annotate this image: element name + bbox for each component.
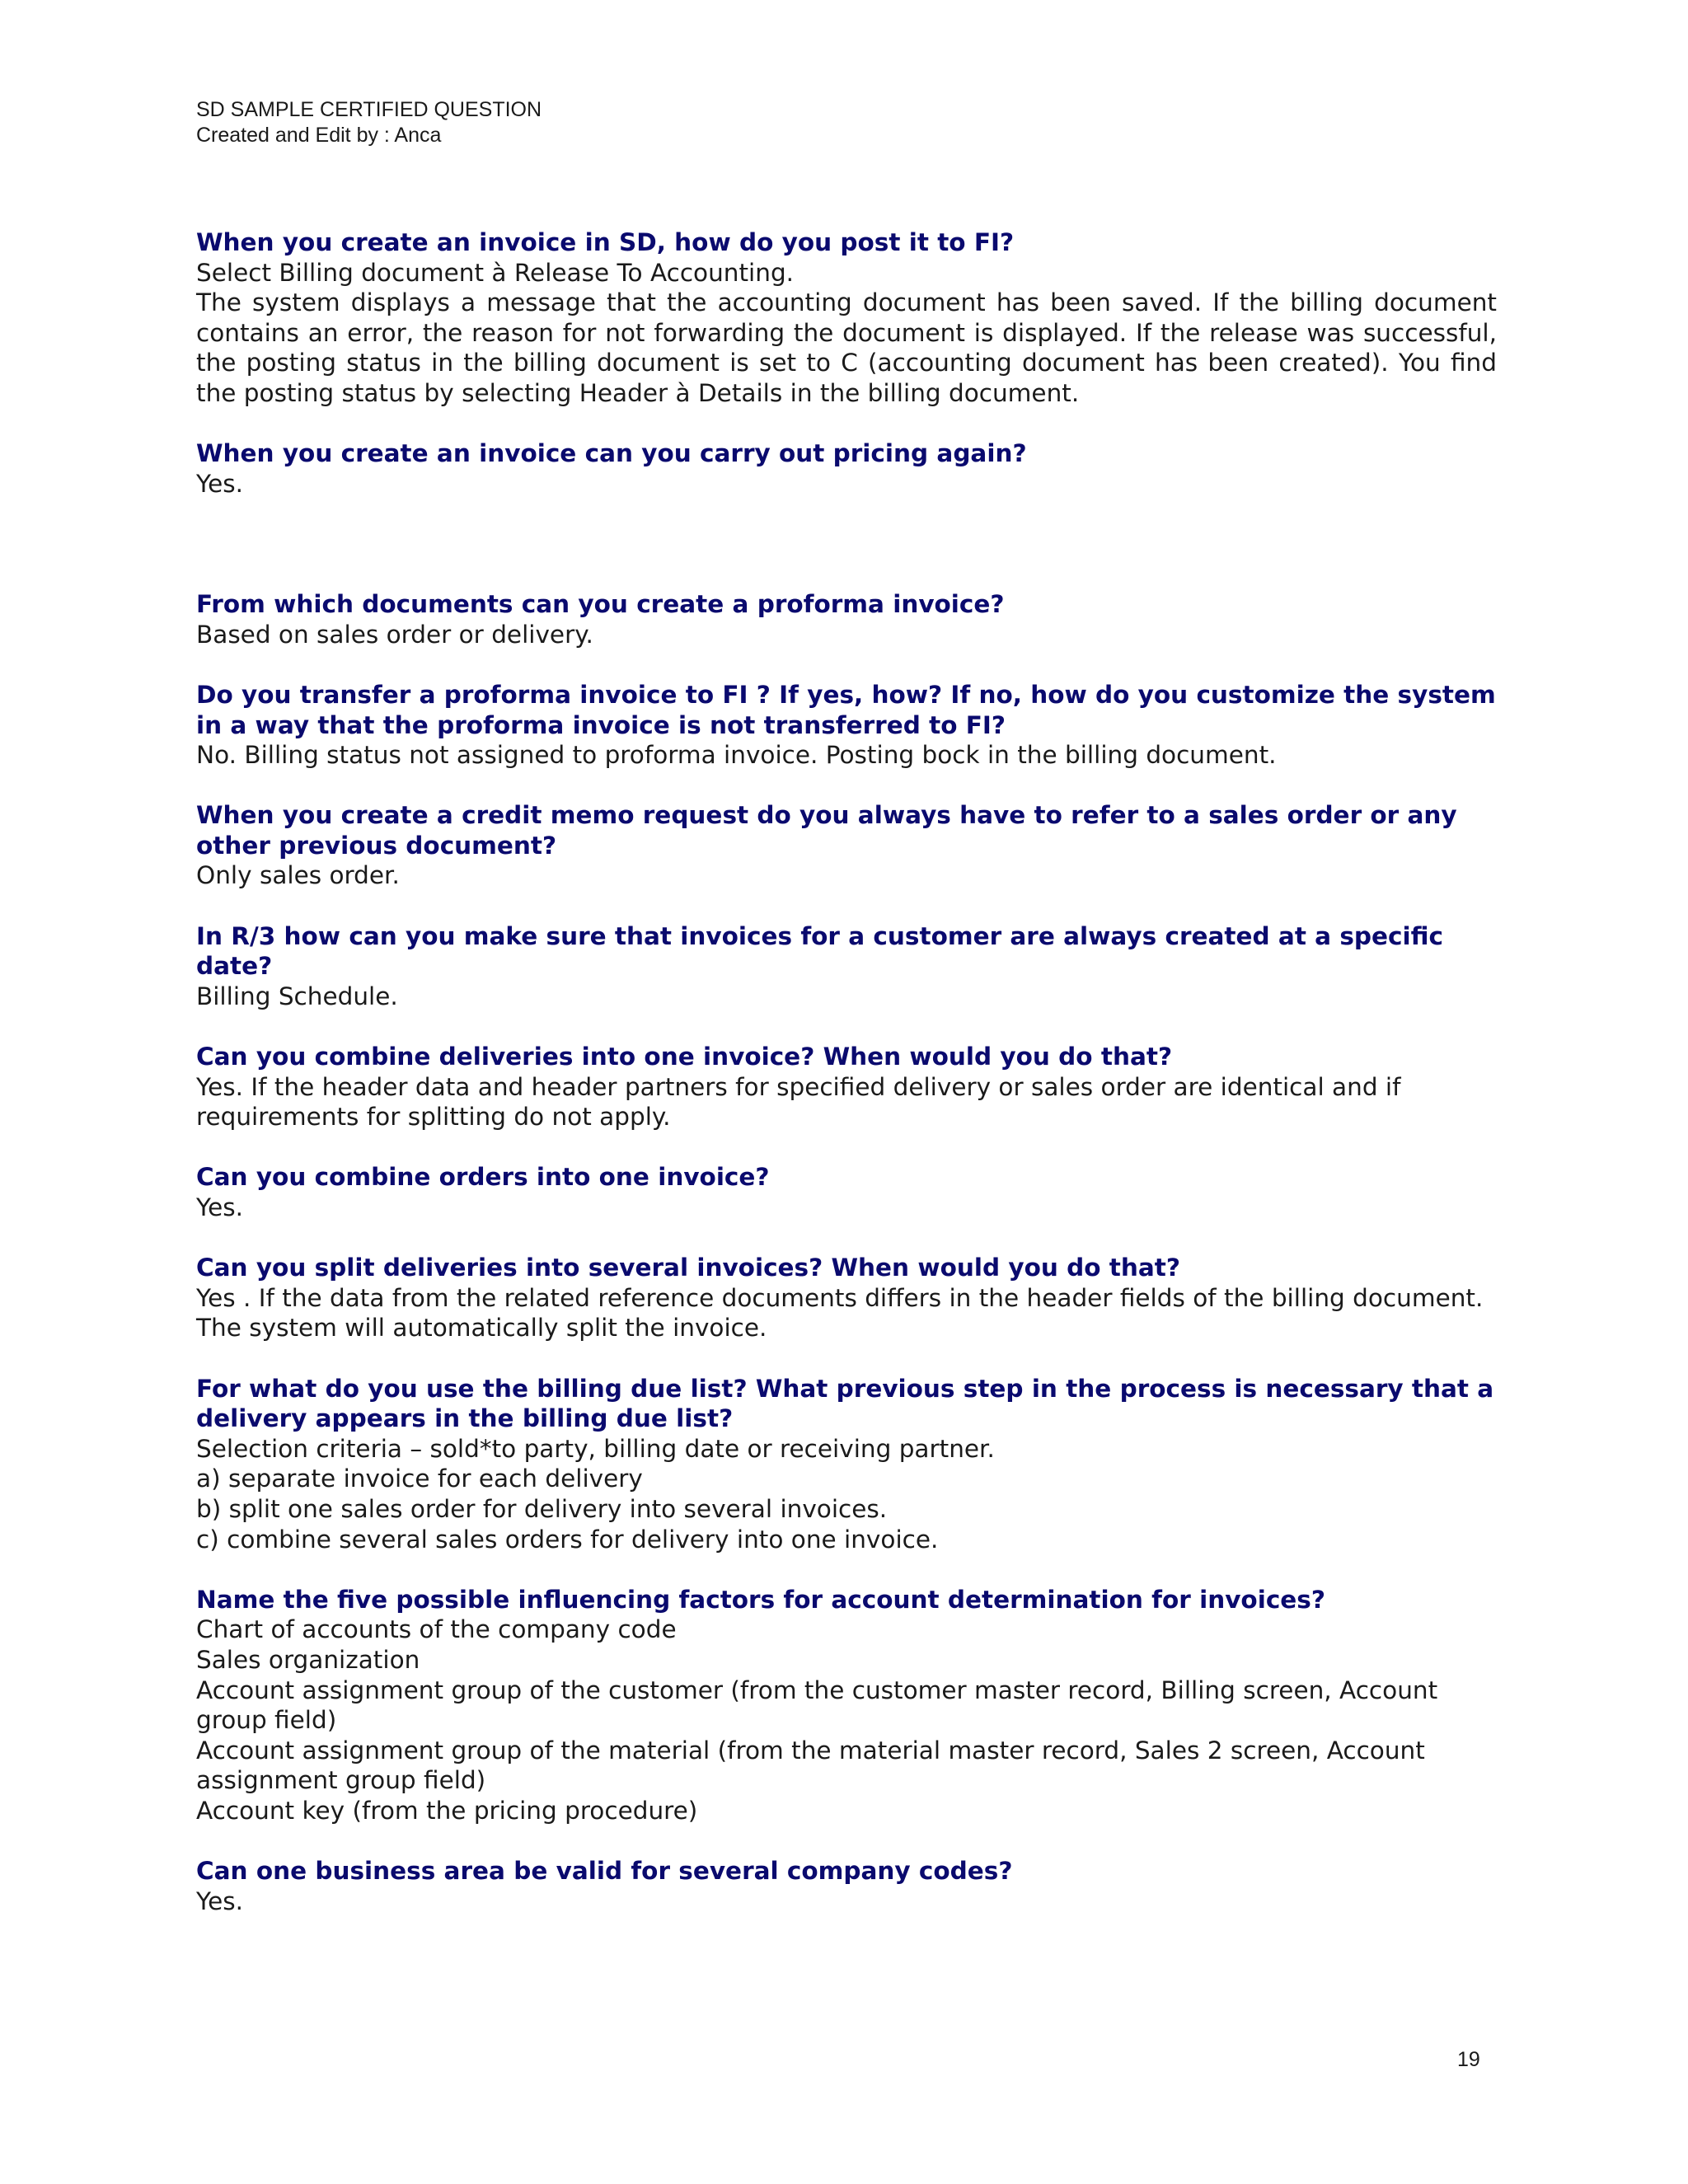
qa-item (196, 589, 1497, 649)
qa-item (196, 1374, 1497, 1555)
document-title: SD SAMPLE CERTIFIED QUESTION (196, 98, 542, 121)
qa-item (196, 800, 1497, 891)
document-author: Created and Edit by : Anca (196, 124, 442, 147)
question: When you create an invoice in SD, how do you post it to FI? (196, 228, 1015, 256)
qa-item (196, 1042, 1497, 1132)
answer-line: Selection criteria – sold*to party, billing date or receiving partner. (196, 1434, 995, 1463)
answer-line: The system displays a message that the accounting document has been saved. If the billing document contains an error, the reason for not forwarding the document is displayed. If the release was successful, the posting status in the billing document is set to C (accounting document has been created). You find the posting status by selecting Header à Details in the billing document. (196, 288, 1497, 407)
question: From which documents can you create a proforma invoice? (196, 590, 1005, 619)
answer-line: Yes . If the data from the related reference documents differs in the header fields of the billing document. The system will automatically split the invoice. (196, 1283, 1484, 1343)
question: Name the five possible influencing factors for account determination for invoices? (196, 1585, 1325, 1614)
answer-line: Based on sales order or delivery. (196, 620, 593, 649)
question: When you create an invoice can you carry out pricing again? (196, 439, 1027, 468)
page-header (196, 97, 542, 148)
answer-line: b) split one sales order for delivery into several invoices. (196, 1494, 888, 1523)
answer-line: Sales organization (196, 1645, 420, 1674)
question: Can one business area be valid for several company codes? (196, 1857, 1013, 1886)
question: Do you transfer a proforma invoice to FI ? If yes, how? If no, how do you customize the system in a way that the proforma invoice is not transferred to FI? (196, 680, 1496, 739)
answer-line: Yes. (196, 1886, 243, 1915)
answer-line: Yes. (196, 469, 243, 498)
qa-item (196, 921, 1497, 1012)
qa-item (196, 227, 1497, 409)
qa-item (196, 438, 1497, 499)
qa-item (196, 1856, 1497, 1916)
answer-line: Account assignment group of the customer (from the customer master record, Billing screen, Account group field) (196, 1675, 1438, 1735)
question: Can you combine orders into one invoice? (196, 1163, 770, 1192)
qa-content (196, 227, 1497, 1947)
answer-line: Account key (from the pricing procedure) (196, 1796, 698, 1825)
qa-item (196, 680, 1497, 771)
answer-line: No. Billing status not assigned to proforma invoice. Posting bock in the billing document. (196, 741, 1277, 770)
answer-line: Only sales order. (196, 861, 400, 890)
qa-item (196, 1585, 1497, 1826)
qa-item (196, 1253, 1497, 1343)
answer-line: Account assignment group of the material (from the material master record, Sales 2 screen, Account assignment group field) (196, 1736, 1425, 1795)
question: In R/3 how can you make sure that invoices for a customer are always created at a specific date? (196, 921, 1443, 981)
question: Can you combine deliveries into one invoice? When would you do that? (196, 1043, 1173, 1071)
answer-line: Billing Schedule. (196, 982, 398, 1010)
question: Can you split deliveries into several invoices? When would you do that? (196, 1254, 1180, 1282)
qa-item (196, 1162, 1497, 1222)
question: When you create a credit memo request do you always have to refer to a sales order or any other previous document? (196, 801, 1457, 860)
answer-line: Yes. (196, 1193, 243, 1222)
answer-line: c) combine several sales orders for delivery into one invoice. (196, 1525, 939, 1554)
answer-line: a) separate invoice for each delivery (196, 1465, 643, 1493)
answer-line: Select Billing document à Release To Accounting. (196, 258, 795, 287)
answer-line: Chart of accounts of the company code (196, 1615, 677, 1644)
answer-line: Yes. If the header data and header partners for specified delivery or sales order are identical and if requirements for splitting do not apply. (196, 1072, 1401, 1132)
question: For what do you use the billing due list? What previous step in the process is necessary that a delivery appears in the billing due list? (196, 1374, 1494, 1433)
page-number: 19 (1457, 2048, 1480, 2071)
